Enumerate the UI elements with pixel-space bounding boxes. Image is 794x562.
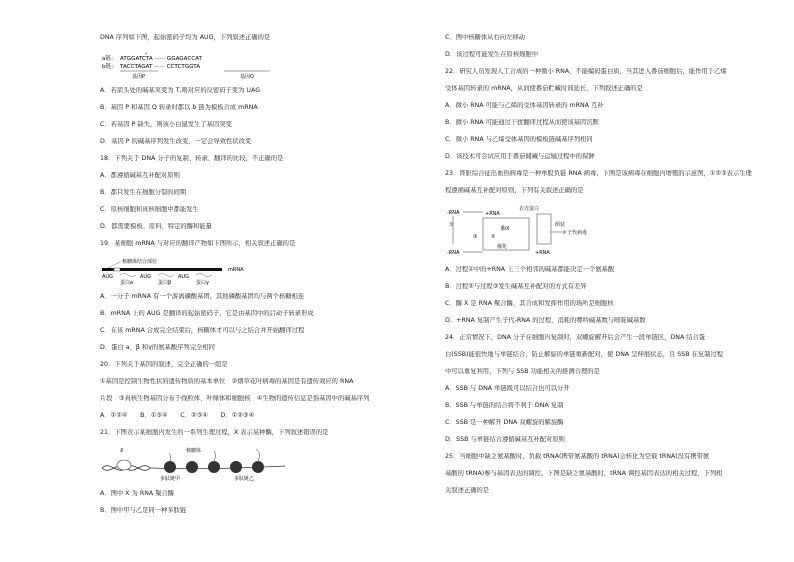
protein-a-label: 蛋白a	[120, 280, 134, 285]
chain-a-label: 多肽链甲	[160, 476, 181, 482]
ribosome-label: 核糖体	[186, 448, 202, 454]
q21-option-a: A．图中 X 为 RNA 聚合酶	[100, 490, 175, 497]
step-1: ①	[449, 222, 454, 228]
q21-stem: 21．下图表示某细胞内发生的一系列生理过程，X 表示某种酶，下列叙述错误的是	[100, 429, 329, 436]
q25-stem-2: 基酸的 tRNA)参与基因表达的调控。下图是缺乏氨基酸时，tRNA 调控基因表达的相关过程，下列相	[445, 470, 723, 477]
q23-stem-1: 23．肾脏综合征出血热病毒是一种单股负链 RNA 病毒，下图是该病毒在细胞内增殖的示意图，①②③表示生理	[445, 170, 752, 177]
q22-option-c: C．微小 RNA 与乙烯受体基因的模板链碱基序列相同	[445, 136, 593, 143]
q19-stem: 19．某细胞 mRNA 与对应的翻译产物如下图所示，相关叙述正确的是	[100, 240, 296, 247]
protein-g-label: 蛋白γ	[196, 280, 209, 285]
q22-option-b: B．微小 RNA 可能通过干扰翻译过程从而使该基因沉默	[445, 119, 599, 126]
q19-option-d: D．蛋白 a、β 和γ的氨基酸序列完全相同	[100, 344, 215, 351]
q24-stem-2: 白(SSB)能很快地与单链结合，防止解旋的单链重新配对，使 DNA 呈伸展状态，且 SSB 在复制过程	[445, 351, 724, 358]
codon-1: AUG	[102, 274, 113, 280]
q17-dna-figure	[100, 51, 460, 79]
q24-option-d: D．SSB 与单链结合遵循碱基互补配对原则	[445, 436, 565, 443]
plus-rna-right: +RNA	[535, 250, 550, 256]
q23-option-b: B．过程②与过程③发生碱基互补配对的方式有差异	[445, 283, 587, 290]
q18-option-c: C．原核细胞和真核细胞中都能发生	[100, 206, 199, 213]
b-chain-label: b链：	[102, 64, 117, 70]
ribosome-site-label: 核糖体结合部位	[122, 259, 158, 265]
q24-option-a: A．SSB 与 DNA 单链既可以结合也可以分开	[445, 385, 570, 392]
q17-option-a: A．若箭头处的碱基突变为 T,则对应的反密码子变为 UAG	[100, 87, 261, 94]
q20-stem: 20．下列关于基因的叙述，完全正确的一组是	[100, 361, 228, 368]
q17-stem-tail: DNA 序列如下图，起始密码子均为 AUG，下列叙述正确的是	[100, 34, 271, 41]
gene-q-label: 基因Q	[240, 74, 254, 79]
minus-rna-bottom: -RNA	[447, 250, 460, 256]
q23-option-d: D．+RNA 复制产生子代-RNA 的过程，消耗的嘌呤碱基数与嘧啶碱基数	[445, 317, 646, 324]
assemble-label: 组装	[555, 222, 566, 228]
q17-option-d: D．基因 P 的碱基序列发生改变，一定会导致性状改变	[100, 138, 252, 145]
enzyme-x-shape	[117, 460, 131, 470]
q22-stem-2: 受体基因转录的 mRNA，从而使番茄贮藏时间延长，下列叙述正确的是	[445, 85, 643, 92]
q18-option-b: B．都只发生在细胞分裂的间期	[100, 189, 187, 196]
codon-3: AUG	[178, 274, 189, 280]
q20-statement-2: 片段 ③真核生物基因分布于线粒体、叶绿体和细胞核 ④生物的遗传信息是指基因中的碱基序列	[100, 395, 370, 402]
q22-option-d: D．该技术可尝试应用于番茄储藏与运输过程中的保鲜	[445, 153, 595, 160]
q21-option-b: B．图中甲与乙是同一种多肽链	[100, 507, 187, 514]
q23-virus-figure	[445, 204, 794, 258]
q17-option-b: B．基因 P 和基因 Q 转录时都以 b 链为模板合成 mRNA	[100, 104, 258, 111]
minus-rna-top: -RNA	[447, 210, 460, 216]
enzyme-x-label: 酶X	[501, 226, 510, 232]
q17-option-c: C．若基因 P 缺失，则该小白鼠发生了基因突变	[100, 121, 232, 128]
q22-stem-1: 22．研究人员发现人工合成的一种微小 RNA，不能编码蛋白质，当其进入番茄细胞后，能作用于乙烯	[445, 68, 727, 75]
q25-stem-3: 关叙述正确的是	[445, 487, 490, 494]
q19-option-b: B．mRNA 上的 AUG 是翻译的起始密码子，它是由基因中的启动子转录形成	[100, 310, 314, 317]
q23-stem-2: 程遵循碱基互补配对原则，下列有关叙述正确的是	[445, 187, 584, 194]
left-column	[100, 34, 460, 524]
q18-option-d: D．都需要模板、原料、特定的酶和能量	[100, 223, 212, 230]
ribosome-4	[230, 461, 242, 473]
step-2: ②	[491, 234, 496, 240]
q21-option-d: D．该过程可能发生在原核细胞中	[445, 51, 539, 58]
q18-stem: 18．下列关于 DNA 分子的复制、转录、翻译的比较，不正确的是	[100, 155, 284, 162]
protein-b-label: 蛋白β	[158, 280, 172, 285]
q20-options: A．①②④ B．①③④ C．②③④ D．①②③④	[100, 412, 255, 419]
q23-option-a: A．过程①中的+RNA 上三个相邻的碱基都能决定一个氨基酸	[445, 266, 615, 273]
gene-p-label: 基因P	[132, 74, 146, 79]
chain-b-label: 多肽链乙	[234, 476, 255, 482]
ribosome-1	[164, 461, 176, 473]
ribosome-3	[208, 461, 220, 473]
q24-stem-3: 中可以重复利用，下列与 SSB 功能相关的推测合理的是	[445, 368, 600, 375]
q22-option-a: A．微小 RNA 可能与乙烯的受体基因转录的 mRNA 互补	[445, 102, 604, 109]
mrna-label: mRNA	[228, 267, 244, 273]
right-column	[445, 34, 794, 504]
plus-rna-label: +RNA	[485, 211, 500, 217]
shell-protein-label: 衣壳蛋白	[519, 206, 540, 212]
a-chain-seq: ATGGATCTA ······ GGAGACCAT	[120, 56, 202, 62]
q25-stem-1: 25．当细胞中缺乏氨基酸时，负载 tRNA(携带氨基酸的 tRNA)会转化为空载 tRNA(没有携带氨	[445, 453, 710, 460]
catalyze-label: 催化	[497, 244, 508, 250]
ribosome-2	[186, 461, 198, 473]
q19-option-a: A．一分子 mRNA 有一个游离磷酸基团，其他磷酸基团均与两个核糖相连	[100, 293, 305, 300]
step-3: ③	[473, 234, 478, 240]
a-chain-label: a链：	[102, 56, 117, 62]
q21-option-c: C．图中核糖体从右向左移动	[445, 34, 525, 41]
q24-option-c: C．SSB 是一种解开 DNA 双螺旋的解旋酶	[445, 419, 564, 426]
progeny-label: 子代病毒	[567, 230, 588, 236]
q24-option-b: B．SSB 与单链的结合将不利于 DNA 复制	[445, 402, 564, 409]
q24-stem-1: 24．正常情况下，DNA 分子在细胞内复制时，双螺旋解开后会产生一段单链区，DNA 结合蛋	[445, 334, 706, 341]
q19-mrna-figure	[100, 257, 460, 285]
q20-statement-1: ①基因是控制生物性状的遗传物质的基本单位 ②烟草花叶病毒的基因是有遗传效应的 RNA	[100, 378, 354, 385]
q23-option-c: C．酶 X 是 RNA 聚合酶，其合成和发挥作用的场所是细胞核	[445, 300, 614, 307]
q19-option-c: C．在该 mRNA 合成完全结束后，核糖体才可以与之结合并开始翻译过程	[100, 327, 305, 334]
ribosome-5	[252, 461, 264, 473]
x-label: X	[120, 448, 124, 454]
codon-2: AUG	[140, 274, 151, 280]
q18-option-a: A．都遵循碱基互补配对原则	[100, 172, 180, 179]
b-chain-seq: TACCTAGAT ······ CCTCTGGTA	[120, 64, 201, 70]
q21-translation-figure	[100, 446, 460, 482]
